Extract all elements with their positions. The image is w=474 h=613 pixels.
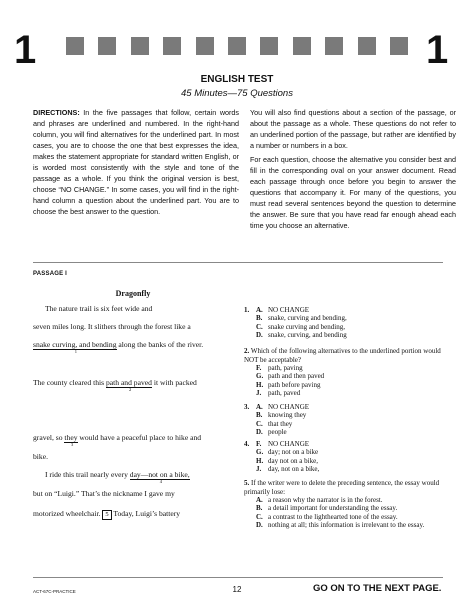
answer-option: C. a contrast to the lighthearted tone of the essay. (256, 512, 398, 521)
divider-square (163, 37, 181, 55)
test-title: ENGLISH TEST (200, 74, 274, 85)
answer-option: B. knowing they (256, 411, 307, 420)
passage-title: Dragonfly (115, 289, 151, 298)
directions-text: In the five passages that follow, certain words and phrases are underlined and numbered. In the right-hand column, you will find alternatives for the underlined part. In most cases, you are to choose the one that best expresses the idea, makes the statement appropriate for standard written English, or is worded most consistently with the style and tone of the passage as a whole. If you think the original version is best, choose “NO CHANGE.” In some cases, you will find in the right-hand column a question about the underlined part. You are to choose the best answer to the question. (33, 108, 239, 216)
passage-line: bike. (33, 452, 48, 461)
option-text: NO CHANGE (268, 306, 310, 314)
directions-paragraph: For each question, choose the alternative you consider best and fill in the corresponding oval on your answer document. Read each passage through once before you begin to answer the questions that accompany it. For many of the questions, you must read several sentences beyond the question to determine the answer. Be sure that you have read far enough ahead each time you choose an alternative. (250, 155, 456, 230)
passage-line: but on “Luigi.” That’s the nickname I gave my (33, 489, 175, 498)
passage-line: gravel, so they 3 would have a peaceful place to hike and (33, 433, 202, 447)
option-letter: A. (256, 306, 263, 314)
answer-option: G. path and then paved (256, 372, 325, 381)
answer-option: F. path, paving (256, 364, 303, 372)
passage-line: snake curving, and bending 1 along the banks of the river. (33, 340, 204, 354)
page-number: 12 (232, 585, 242, 594)
go-on-notice: GO ON TO THE NEXT PAGE. (313, 583, 442, 594)
question-box-5: 5 (102, 510, 111, 520)
directions-left (33, 107, 239, 220)
underline-number: 2 (128, 387, 132, 392)
directions-paragraph (33, 107, 239, 217)
divider-square (66, 37, 84, 55)
divider-square (196, 37, 214, 55)
underlined-part-3: they 3 (64, 433, 78, 447)
question-number: 4. (244, 440, 250, 448)
question-number: 1. (244, 306, 250, 314)
divider-square (293, 37, 311, 55)
question-stem: 2. Which of the following alternatives to the underlined portion would NOT be acceptable? (244, 347, 441, 364)
question-5 (244, 479, 454, 529)
test-subtitle: 45 Minutes—75 Questions (181, 88, 293, 99)
divider-square (131, 37, 149, 55)
answer-option: B. a detail important for understanding the essay. (256, 504, 398, 513)
answer-option: D. people (256, 427, 287, 436)
answer-option: D. snake, curving, and bending (256, 330, 347, 339)
divider-square (98, 37, 116, 55)
passage-line: I ride this trail nearly every day—not on a bike, 4 (45, 470, 190, 484)
answer-option: H. path before paving (256, 380, 321, 389)
footer-line (33, 577, 443, 578)
directions-right (250, 107, 456, 234)
answer-option: C. snake curving and bending, (256, 322, 345, 331)
footer-form-code: ACT-67C-PRACTICE (33, 589, 76, 594)
question-4: 4. F. NO CHANGE G. day; not on a bike H. day not on a bike, J. day, not on a bike, (244, 440, 454, 473)
question-2 (244, 347, 454, 397)
answer-option: H. day not on a bike, (256, 456, 318, 465)
section-number-left: 1 (14, 28, 37, 72)
passage-line: seven miles long. It slithers through the forest like a (33, 322, 191, 331)
divider-square (358, 37, 376, 55)
passage-line: The county cleared this path and paved 2 it with packed (33, 378, 197, 392)
divider-square (228, 37, 246, 55)
directions-paragraph: You will also find questions about a section of the passage, or about the passage as a whole. These questions do not refer to an underlined portion of the passage, but rather are identified by a number or numbers in a box. (250, 108, 456, 150)
section-divider (66, 37, 408, 55)
answer-option: B. snake, curving and bending, (256, 314, 347, 323)
answer-option: D. nothing at all; this information is irrelevant to the essay. (256, 520, 425, 529)
question-stem: 5. If the writer were to delete the preceding sentence, the essay would primarily lose: (244, 479, 440, 496)
divider-square (390, 37, 408, 55)
answer-option: G. day; not on a bike (256, 448, 319, 457)
underline-number: 3 (70, 442, 74, 447)
answer-option: C. that they (256, 419, 293, 428)
passage-line: The nature trail is six feet wide and (45, 304, 153, 313)
passage-line: motorized wheelchair. 5 Today, Luigi’s battery (33, 509, 181, 518)
question-3: 3. A. NO CHANGE B. knowing they C. that they D. people (244, 403, 454, 436)
section-number-right: 1 (426, 28, 449, 72)
underlined-part-1: snake curving, and bending 1 (33, 340, 117, 354)
divider-square (325, 37, 343, 55)
divider-square (260, 37, 278, 55)
underline-number: 1 (74, 349, 77, 354)
answer-option: J. day, not on a bike, (256, 464, 320, 473)
passage-label: PASSAGE I (33, 271, 68, 277)
underlined-part-4: day—not on a bike, 4 (129, 470, 190, 484)
question-1 (244, 306, 454, 339)
answer-option: A. a reason why the narrator is in the forest. (256, 496, 383, 504)
answer-option: J. path, paved (256, 388, 301, 397)
underlined-part-2: path and paved 2 (105, 378, 152, 392)
divider-line (33, 262, 443, 263)
underline-number: 4 (159, 479, 162, 484)
question-number: 3. (244, 403, 250, 411)
directions-label: DIRECTIONS: (33, 108, 80, 117)
